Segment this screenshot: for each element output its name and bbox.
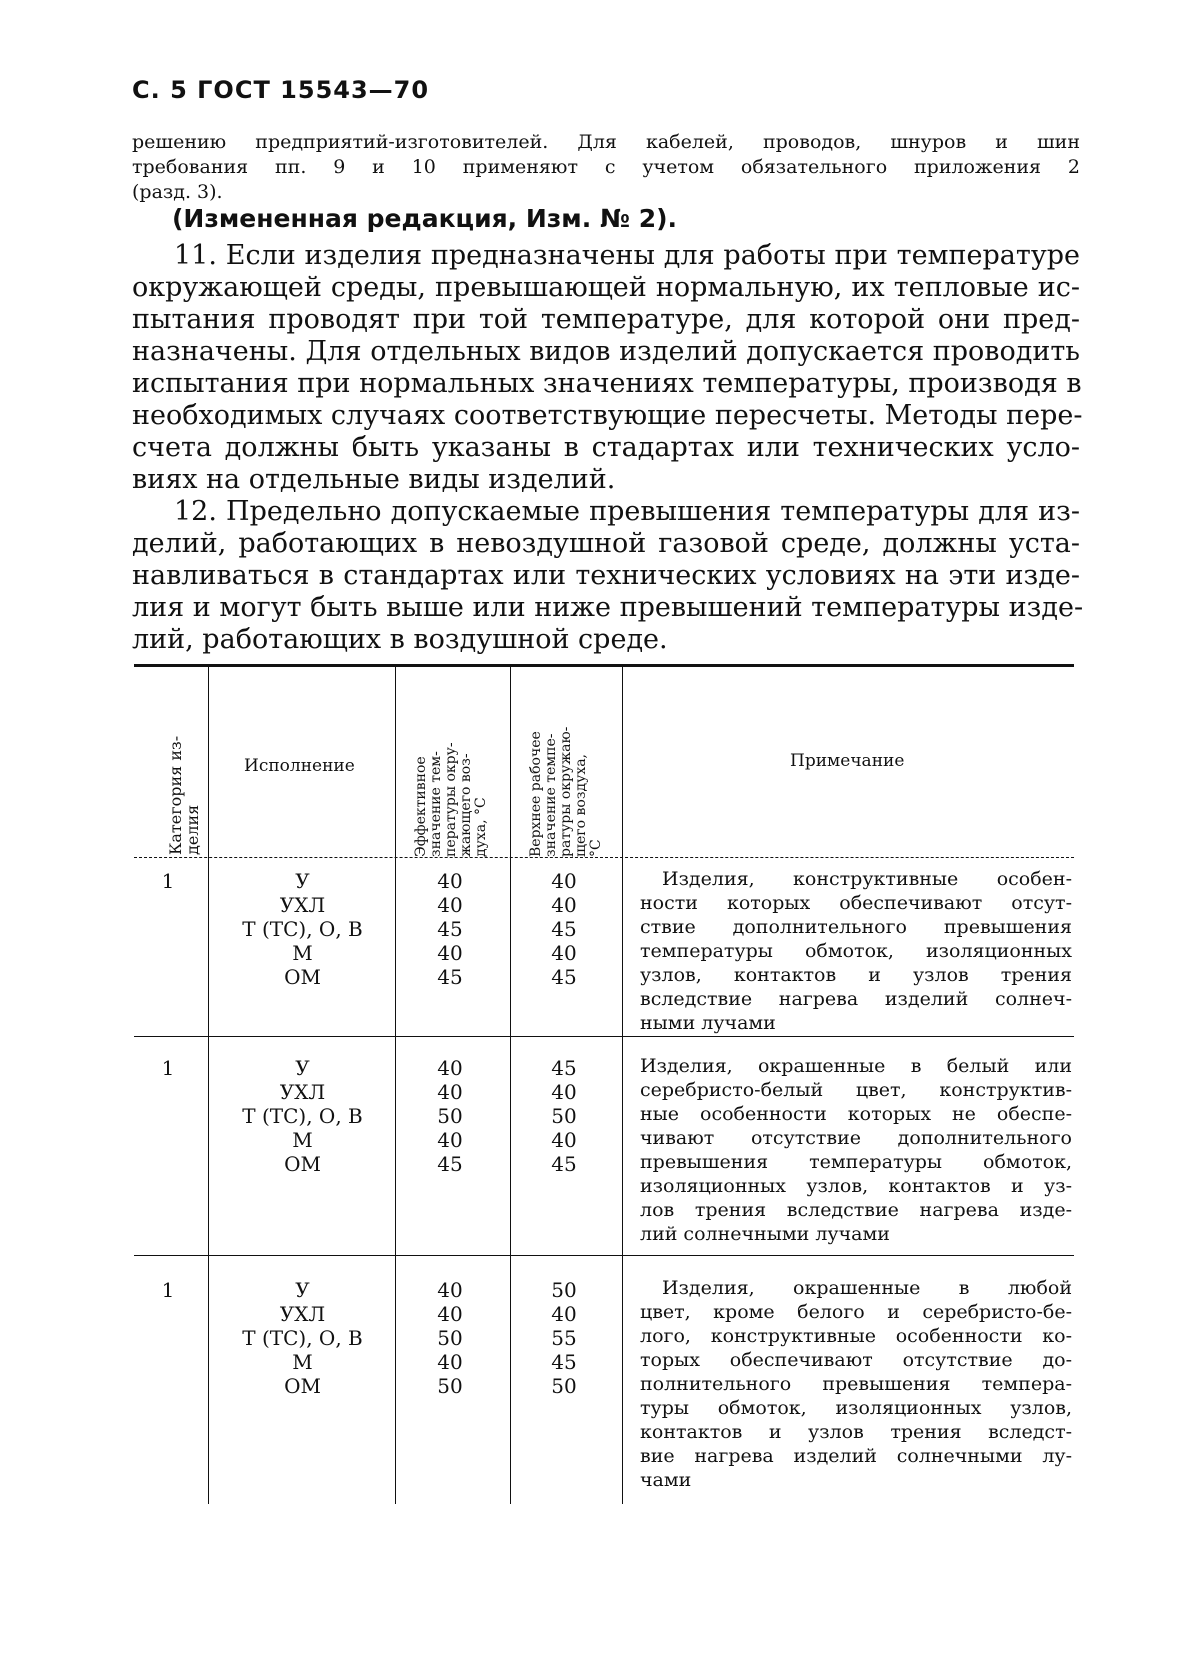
row-executions (210, 869, 395, 989)
row-note (640, 1054, 1072, 1246)
effective-cell: 45 (437, 917, 463, 941)
page-header: С. 5 ГОСТ 15543—70 (132, 76, 430, 104)
header-category: Категория из- делия (166, 735, 202, 855)
row-note (640, 867, 1072, 1035)
para12-line: 12. Предельно допускаемые превышения температуры для из- (174, 496, 1080, 527)
note-line: полнительного превышения темпера- (640, 1373, 1072, 1395)
upper-cell: 45 (551, 1350, 577, 1374)
note-line: вие нагрева изделий солнечными лу- (640, 1445, 1072, 1467)
header-effective: Эффективное значение тем- пературы окру- жающего воз- духа, °С (413, 742, 489, 857)
row-effective (420, 1278, 480, 1398)
note-line: изоляционных узлов, контактов и уз- (640, 1175, 1072, 1197)
upper-cell: 40 (551, 1128, 577, 1152)
table-top-rule (134, 664, 1074, 667)
note-line: ные особенности которых не обеспе- (640, 1103, 1072, 1125)
para11-line: назначены. Для отдельных видов изделий допускается проводить (132, 336, 1080, 367)
row-executions (210, 1056, 395, 1176)
note-line: ными лучами (640, 1012, 776, 1034)
row-upper (534, 869, 594, 989)
execution-cell: УХЛ (279, 1080, 326, 1104)
upper-cell: 40 (551, 893, 577, 917)
intro-line: (разд. 3). (132, 181, 223, 203)
note-line: ствие дополнительного превышения (640, 916, 1072, 938)
para11-line: виях на отдельные виды изделий. (132, 464, 616, 495)
upper-cell: 45 (551, 1152, 577, 1176)
upper-cell: 55 (551, 1326, 577, 1350)
para12-line: лия и могут быть выше или ниже превышений температуры изде- (132, 592, 1084, 623)
execution-cell: УХЛ (279, 893, 326, 917)
intro-line: требования пп. 9 и 10 применяют с учетом обязательного приложения 2 (132, 156, 1080, 178)
execution-cell: У (295, 1056, 310, 1080)
para11-line: необходимых случаях соответствующие пересчеты. Методы пере- (132, 400, 1083, 431)
table-column-rule (395, 666, 396, 1504)
para12-line: лий, работающих в воздушной среде. (132, 624, 668, 655)
note-line: лий солнечными лучами (640, 1223, 890, 1245)
effective-cell: 40 (437, 869, 463, 893)
effective-cell: 40 (437, 1302, 463, 1326)
effective-cell: 40 (437, 1128, 463, 1152)
effective-cell: 50 (437, 1374, 463, 1398)
upper-cell: 50 (551, 1278, 577, 1302)
note-line: чивают отсутствие дополнительного (640, 1127, 1072, 1149)
effective-cell: 50 (437, 1326, 463, 1350)
table-column-rule (510, 666, 511, 1504)
header-note: Примечание (790, 751, 905, 771)
note-line: торых обеспечивают отсутствие до- (640, 1349, 1072, 1371)
note-line: цвет, кроме белого и серебристо-бе- (640, 1301, 1072, 1323)
header-execution: Исполнение (244, 756, 355, 776)
execution-cell: УХЛ (279, 1302, 326, 1326)
note-line: Изделия, окрашенные в белый или (640, 1055, 1072, 1077)
upper-cell: 40 (551, 869, 577, 893)
effective-cell: 40 (437, 1080, 463, 1104)
execution-cell: У (295, 1278, 310, 1302)
row-category: 1 (161, 1056, 175, 1080)
upper-cell: 45 (551, 917, 577, 941)
para11-line: окружающей среды, превышающей нормальную, их тепловые ис- (132, 272, 1080, 303)
upper-cell: 40 (551, 1080, 577, 1104)
execution-cell: Т (ТС), О, В (242, 1326, 363, 1350)
paragraph-11 (132, 240, 1083, 496)
upper-cell: 50 (551, 1374, 577, 1398)
note-line: Изделия, окрашенные в любой (662, 1277, 1072, 1299)
para11-line: 11. Если изделия предназначены для работы при температуре (174, 240, 1080, 271)
note-line: туры обмоток, изоляционных узлов, (640, 1397, 1072, 1419)
table-header-rule (134, 857, 1074, 859)
effective-cell: 40 (437, 1278, 463, 1302)
header-upper: Верхнее рабочее значение темпе- ратуры окружаю- щего воздуха, °С (528, 726, 604, 857)
execution-cell: У (295, 869, 310, 893)
para12-line: делий, работающих в невоздушной газовой среде, должны уста- (132, 528, 1080, 559)
note-line: узлов, контактов и узлов трения (640, 964, 1072, 986)
effective-cell: 40 (437, 941, 463, 965)
note-line: контактов и узлов трения вследст- (640, 1421, 1072, 1443)
execution-cell: ОМ (284, 1152, 321, 1176)
row-category: 1 (161, 869, 175, 893)
note-line: лов трения вследствие нагрева изде- (640, 1199, 1072, 1221)
para11-line: пытания проводят при той температуре, для которой они пред- (132, 304, 1080, 335)
upper-cell: 40 (551, 1302, 577, 1326)
table-row-rule (134, 1036, 1074, 1037)
note-line: чами (640, 1469, 692, 1491)
note-line: Изделия, конструктивные особен- (662, 868, 1072, 890)
note-line: ности которых обеспечивают отсут- (640, 892, 1072, 914)
effective-cell: 40 (437, 893, 463, 917)
execution-cell: Т (ТС), О, В (242, 1104, 363, 1128)
execution-cell: М (292, 941, 313, 965)
effective-cell: 45 (437, 1152, 463, 1176)
amendment-note: (Измененная редакция, Изм. № 2). (172, 204, 678, 233)
effective-cell: 45 (437, 965, 463, 989)
note-line: вследствие нагрева изделий солнеч- (640, 988, 1072, 1010)
table-row-rule (134, 1255, 1074, 1256)
row-executions (210, 1278, 395, 1398)
execution-cell: Т (ТС), О, В (242, 917, 363, 941)
execution-cell: ОМ (284, 965, 321, 989)
effective-cell: 50 (437, 1104, 463, 1128)
row-category: 1 (161, 1278, 175, 1302)
row-upper (534, 1278, 594, 1398)
row-upper (534, 1056, 594, 1176)
note-line: температуры обмоток, изоляционных (640, 940, 1072, 962)
intro-line: решению предприятий-изготовителей. Для кабелей, проводов, шнуров и шин (132, 131, 1080, 153)
paragraph-12 (132, 496, 1084, 656)
upper-cell: 45 (551, 1056, 577, 1080)
para11-line: счета должны быть указаны в стадартах или технических усло- (132, 432, 1080, 463)
note-line: превышения температуры обмоток, (640, 1151, 1072, 1173)
upper-cell: 50 (551, 1104, 577, 1128)
execution-cell: М (292, 1350, 313, 1374)
table-column-rule (622, 666, 623, 1504)
row-note (640, 1276, 1072, 1492)
execution-cell: М (292, 1128, 313, 1152)
para11-line: испытания при нормальных значениях температуры, производя в (132, 368, 1082, 399)
row-effective (420, 869, 480, 989)
effective-cell: 40 (437, 1056, 463, 1080)
note-line: лого, конструктивные особенности ко- (640, 1325, 1072, 1347)
effective-cell: 40 (437, 1350, 463, 1374)
intro-paragraph (132, 130, 1080, 205)
row-effective (420, 1056, 480, 1176)
upper-cell: 45 (551, 965, 577, 989)
para12-line: навливаться в стандартах или технических условиях на эти изде- (132, 560, 1080, 591)
note-line: серебристо-белый цвет, конструктив- (640, 1079, 1072, 1101)
upper-cell: 40 (551, 941, 577, 965)
table-column-rule (208, 666, 209, 1504)
execution-cell: ОМ (284, 1374, 321, 1398)
